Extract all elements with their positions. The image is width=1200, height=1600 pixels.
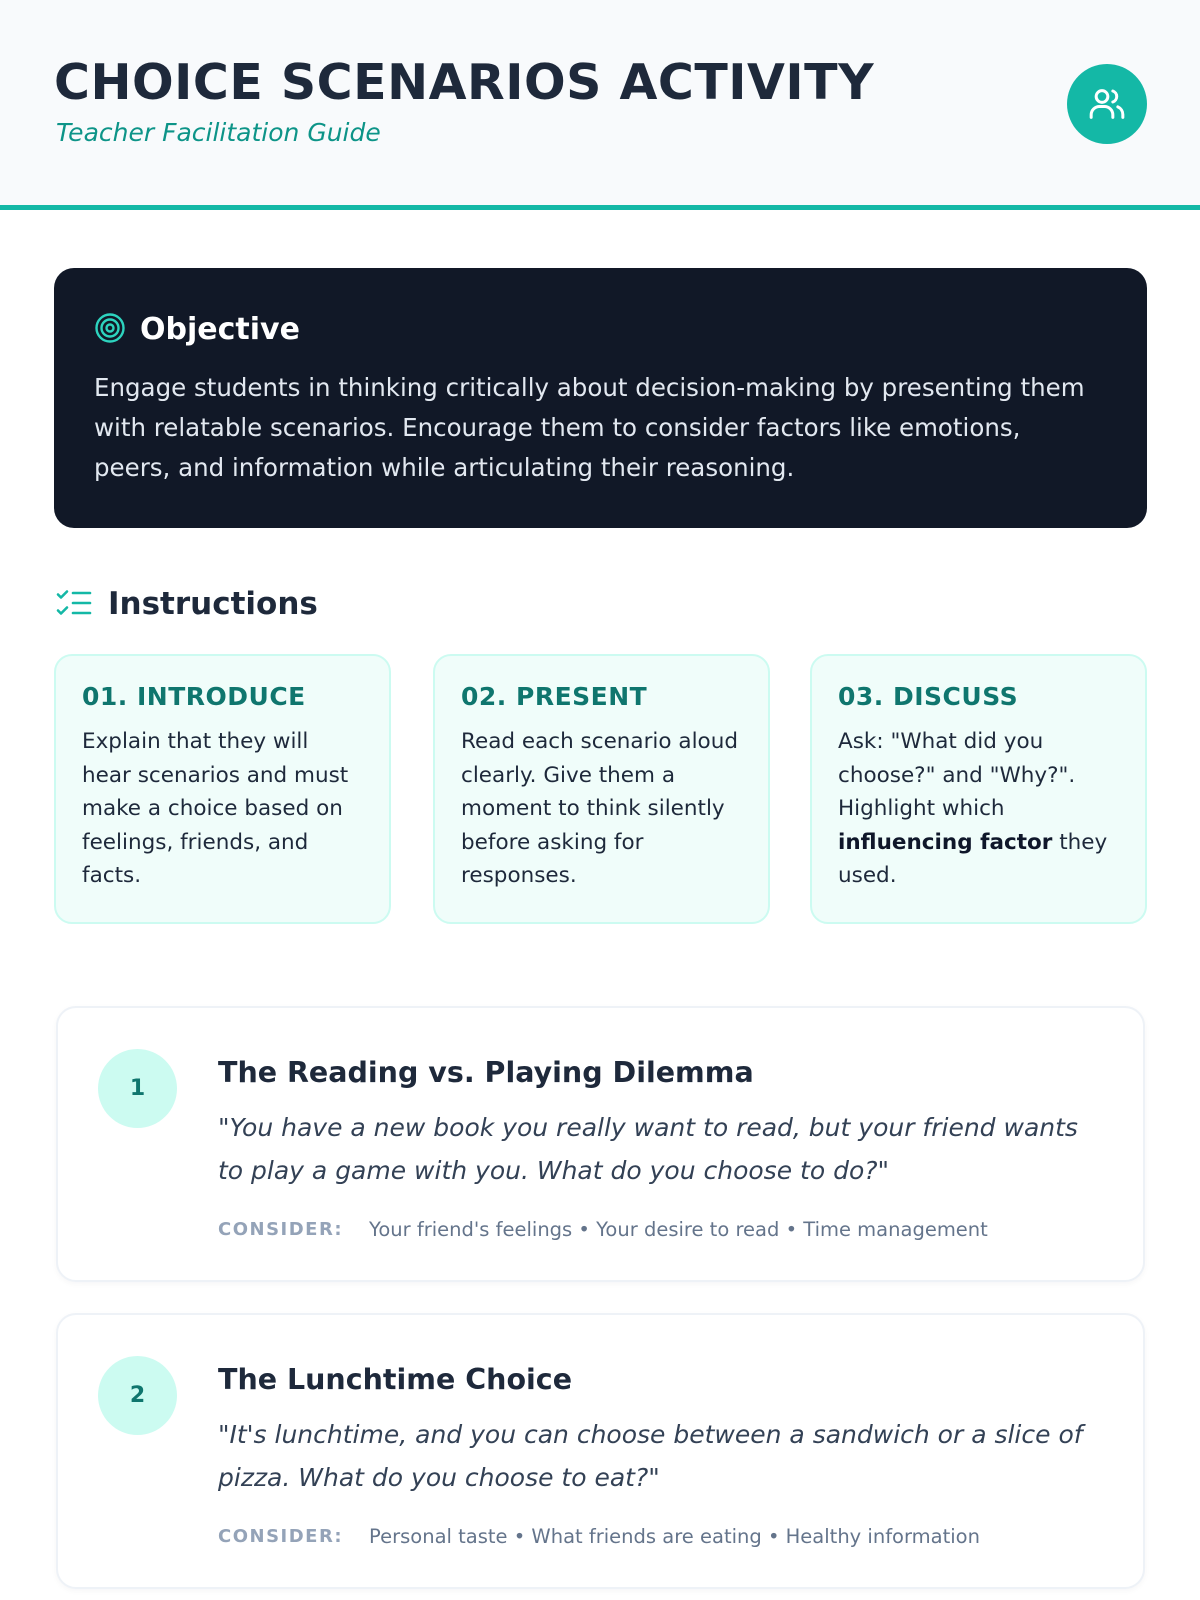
instructions-heading-label: Instructions <box>108 586 318 622</box>
scenario-quote: "You have a new book you really want to read, but your friend wants to play a game with you. What do you choose to do?" <box>218 1113 1078 1185</box>
step-card-present <box>433 654 770 924</box>
list-checks-icon <box>56 588 92 620</box>
objective-heading: Objective <box>140 312 300 347</box>
scenario-title: The Reading vs. Playing Dilemma <box>218 1056 754 1089</box>
target-icon <box>94 312 126 344</box>
scenario-title: The Lunchtime Choice <box>218 1363 573 1396</box>
step-card-discuss <box>810 654 1147 924</box>
consider-factors: Personal taste • What friends are eating • Healthy information <box>369 1525 980 1548</box>
page-title: CHOICE SCENARIOS ACTIVITY <box>54 54 875 111</box>
instructions-heading <box>56 584 318 624</box>
objective-card <box>54 268 1147 528</box>
scenario-consider <box>218 1218 988 1241</box>
step-text: Read each scenario aloud clearly. Give them a moment to think silently before asking for responses. <box>461 729 738 888</box>
step-text: Explain that they will hear scenarios and must make a choice based on feelings, friends, and facts. <box>82 729 349 888</box>
step-text-part: they used. <box>838 829 1108 888</box>
scenario-quote: "It's lunchtime, and you can choose between a sandwich or a slice of pizza. What do you choose to eat?" <box>218 1420 1083 1492</box>
scenario-card-2 <box>56 1313 1145 1589</box>
step-text-highlight: influencing factor <box>838 829 1053 855</box>
step-text-part: Ask: "What did you choose?" and "Why?". Highlight which <box>838 729 1076 821</box>
page-subtitle: Teacher Facilitation Guide <box>56 118 381 147</box>
consider-label: CONSIDER: <box>218 1526 344 1547</box>
scenario-card-1 <box>56 1006 1145 1282</box>
users-icon <box>1087 84 1127 124</box>
step-title: 01. INTRODUCE <box>82 682 306 711</box>
page-header <box>0 0 1200 210</box>
users-badge <box>1067 64 1147 144</box>
consider-label: CONSIDER: <box>218 1219 344 1240</box>
consider-factors: Your friend's feelings • Your desire to read • Time management <box>369 1218 988 1241</box>
step-text <box>838 725 1119 893</box>
scenario-number: 2 <box>98 1356 177 1435</box>
step-title: 03. DISCUSS <box>838 682 1019 711</box>
step-card-introduce <box>54 654 391 924</box>
objective-text: Engage students in thinking critically about decision-making by presenting them with relatable scenarios. Encourage them to consider factors like emotions, peers, and information while articulating their reasoning. <box>94 373 1085 482</box>
step-title: 02. PRESENT <box>461 682 648 711</box>
scenario-consider <box>218 1525 980 1548</box>
scenario-number: 1 <box>98 1049 177 1128</box>
